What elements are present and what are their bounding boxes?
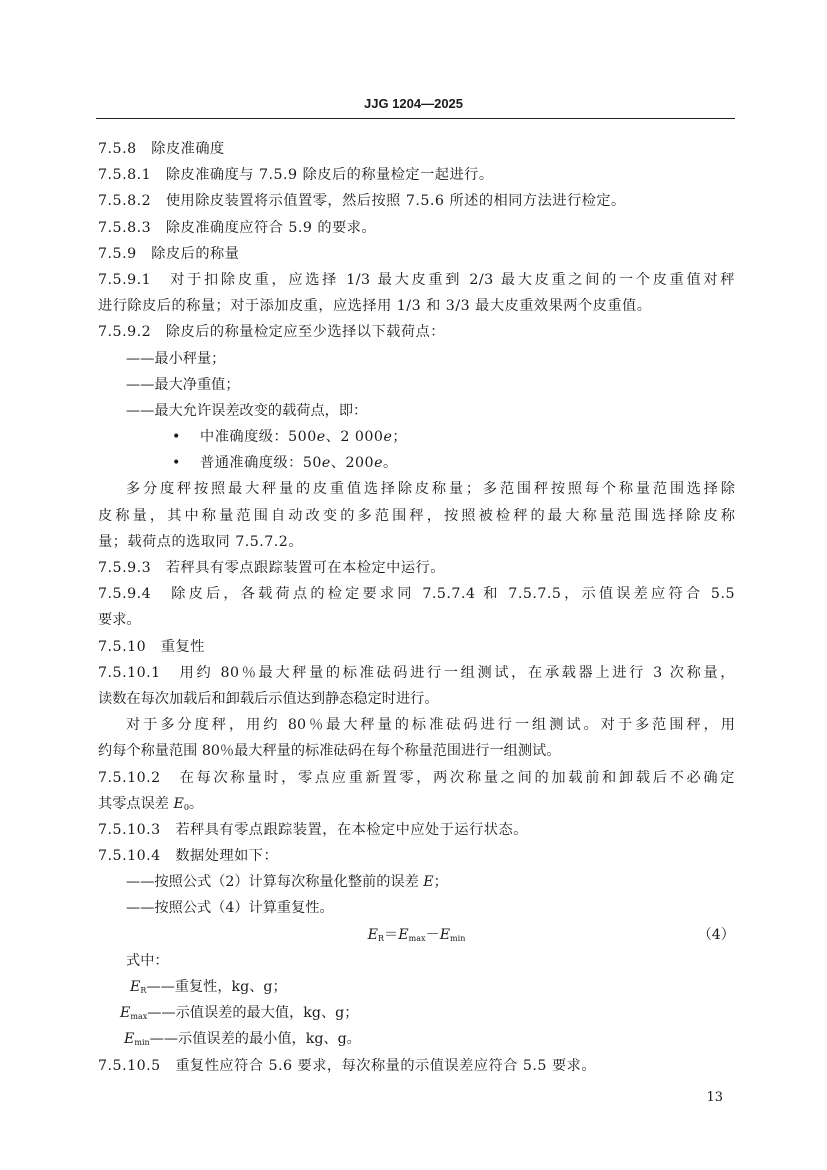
end-punct: 。 xyxy=(383,455,398,472)
formula-subscript: max xyxy=(408,933,426,943)
error-subscript: 0 xyxy=(183,802,189,812)
end-punct: 。 xyxy=(188,795,204,812)
formula-symbol: E xyxy=(398,926,409,943)
where-desc: ——示值误差的最大值，kg、g； xyxy=(147,1005,359,1022)
end-punct: ； xyxy=(392,429,408,446)
bullet-label: 普通准确度级： xyxy=(200,455,303,472)
header-rule xyxy=(96,118,735,119)
where-desc: ——示值误差的最小值，kg、g。 xyxy=(149,1031,361,1048)
formula-symbol: E xyxy=(439,926,451,943)
bullet-icon: • xyxy=(172,429,181,446)
list-item: ——最大净重值； xyxy=(126,376,240,393)
paragraph: 读数在每次加载后和卸载后示值达到静态稳定时进行。 xyxy=(98,690,439,707)
page-header: JJG 1204—2025 xyxy=(363,96,464,111)
list-item: ——最小秤量； xyxy=(126,350,226,367)
where-item xyxy=(98,974,735,1000)
unit-symbol: e xyxy=(321,455,331,472)
where-item xyxy=(98,1026,735,1052)
formula-subscript: min xyxy=(450,933,466,943)
paragraph: 7.5.10.1 用约 80％最大秤量的标准砝码进行一组测试，在承载器上进行 3 次称量， xyxy=(98,664,735,681)
unit-symbol: e xyxy=(316,429,326,446)
formula-expression xyxy=(368,927,466,943)
list-item xyxy=(98,869,735,895)
formula-subscript: R xyxy=(378,933,385,943)
separator: 、 xyxy=(330,455,346,472)
bullet-item xyxy=(98,424,735,450)
where-subscript: min xyxy=(134,1038,150,1048)
paragraph: 7.5.10.4 数据处理如下： xyxy=(98,848,279,865)
bullet-value: 2 000 xyxy=(340,429,384,446)
paragraph: 7.5.10.5 重复性应符合 5.6 要求，每次称量的示值误差应符合 5.5 要求。 xyxy=(98,1057,597,1074)
paragraph: 7.5.10.3 若秤具有零点跟踪装置，在本检定中应处于运行状态。 xyxy=(98,821,528,838)
end-punct: ； xyxy=(433,874,448,891)
section-heading: 7.5.10 重复性 xyxy=(98,638,205,655)
paragraph: 7.5.9.2 除皮后的称量检定应至少选择以下载荷点： xyxy=(98,324,445,341)
formula-number: （4） xyxy=(697,926,735,943)
section-heading: 7.5.9 除皮后的称量 xyxy=(98,245,240,262)
unit-symbol: e xyxy=(374,455,383,472)
paragraph: 皮称量，其中称量范围自动改变的多范围秤，按照被检秤的最大称量范围选择除皮称 xyxy=(98,507,735,524)
where-subscript: R xyxy=(140,986,147,995)
paragraph: 7.5.8.3 除皮准确度应符合 5.9 的要求。 xyxy=(98,219,377,236)
paragraph: 对于多分度秤，用约 80％最大秤量的标准砝码进行一组测试。对于多范围秤，用 xyxy=(126,717,735,734)
where-desc: ——重复性，kg、g； xyxy=(146,979,287,995)
paragraph: 多分度秤按照最大秤量的皮重值选择除皮称量；多范围秤按照每个称量范围选择除 xyxy=(126,481,735,498)
list-item: ——按照公式（4）计算重复性。 xyxy=(126,900,334,917)
error-symbol: E xyxy=(173,795,184,812)
formula-operator: － xyxy=(425,926,440,943)
formula-operator: ＝ xyxy=(384,926,399,943)
where-subscript: max xyxy=(130,1012,148,1022)
where-symbol: E xyxy=(130,979,141,995)
bullet-icon: • xyxy=(172,455,181,472)
document-body xyxy=(98,136,735,1079)
paragraph: 要求。 xyxy=(98,612,141,629)
zero-error-text: 其零点误差 xyxy=(98,795,174,812)
paragraph: 7.5.8.2 使用除皮装置将示值置零，然后按照 7.5.6 所述的相同方法进行检定。 xyxy=(98,193,626,210)
bullet-item xyxy=(98,450,735,476)
paragraph: 进行除皮后的称量；对于添加皮重，应选择用 1/3 和 3/3 最大皮重效果两个皮重值。 xyxy=(98,298,652,315)
bullet-value: 200 xyxy=(345,455,375,472)
paragraph: 7.5.9.4 除皮后，各载荷点的检定要求同 7.5.7.4 和 7.5.7.5，示值误差应符合 5.5 xyxy=(98,586,735,603)
error-symbol: E xyxy=(423,874,434,891)
unit-symbol: e xyxy=(383,429,393,446)
page-number: 13 xyxy=(706,1090,723,1105)
where-symbol: E xyxy=(120,1005,131,1022)
paragraph: 约每个称量范围 80％最大秤量的标准砝码在每个称量范围进行一组测试。 xyxy=(98,743,561,760)
section-heading: 7.5.8 除皮准确度 xyxy=(98,141,225,157)
paragraph xyxy=(98,791,735,817)
list-item: ——最大允许误差改变的载荷点，即： xyxy=(126,402,368,419)
bullet-value: 50 xyxy=(302,455,322,472)
bullet-value: 500 xyxy=(288,429,317,446)
paragraph: 7.5.10.2 在每次称量时，零点应重新置零，两次称量之间的加载前和卸载后不必确定 xyxy=(98,769,735,786)
list-item-text: ——按照公式（2）计算每次称量化整前的误差 xyxy=(126,874,424,891)
paragraph: 量；载荷点的选取同 7.5.7.2。 xyxy=(98,533,304,550)
where-symbol: E xyxy=(124,1031,135,1048)
bullet-label: 中准确度级： xyxy=(200,429,289,446)
formula-symbol: E xyxy=(367,926,379,943)
where-label: 式中： xyxy=(126,952,169,969)
paragraph: 7.5.9.1 对于扣除皮重，应选择 1/3 最大皮重到 2/3 最大皮重之间的一个皮重值对秤 xyxy=(98,271,735,288)
separator: 、 xyxy=(325,429,341,446)
formula xyxy=(98,922,735,948)
where-item xyxy=(98,1000,735,1026)
paragraph: 7.5.9.3 若秤具有零点跟踪装置可在本检定中运行。 xyxy=(98,560,445,576)
paragraph: 7.5.8.1 除皮准确度与 7.5.9 除皮后的称量检定一起进行。 xyxy=(98,167,494,184)
